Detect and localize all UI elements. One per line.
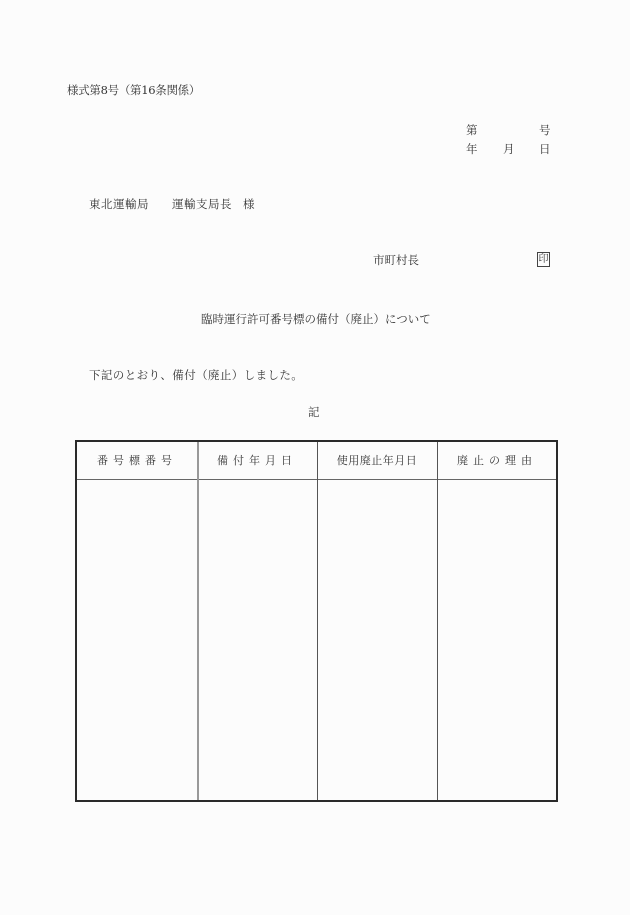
column-header-install-date: 備付年月日 <box>217 454 297 467</box>
column-header-abolish-reason: 廃止の理由 <box>457 454 537 467</box>
addressee-chief: 運輸支局長 <box>172 197 232 211</box>
ki-heading: 記 <box>308 405 320 419</box>
registration-table <box>75 440 558 802</box>
form-number: 様式第8号（第16条関係） <box>67 83 201 97</box>
addressee-honorific: 様 <box>243 197 255 211</box>
body-text: 下記のとおり、備付（廃止）しました。 <box>89 368 304 382</box>
reference-dai-label: 第 <box>466 123 478 137</box>
document-title: 臨時運行許可番号標の備付（廃止）について <box>201 312 431 326</box>
column-header-abolish-date: 使用廃止年月日 <box>336 454 418 467</box>
column-header-plate-number: 番号標番号 <box>97 454 177 467</box>
date-month-label: 月 <box>503 142 515 156</box>
reference-go-label: 号 <box>539 123 551 137</box>
seal-mark: 印 <box>538 254 549 265</box>
date-year-label: 年 <box>466 142 478 156</box>
addressee-bureau: 東北運輸局 <box>89 197 149 211</box>
date-day-label: 日 <box>539 142 551 156</box>
table-body-empty <box>77 480 556 800</box>
sender-label: 市町村長 <box>373 253 419 267</box>
